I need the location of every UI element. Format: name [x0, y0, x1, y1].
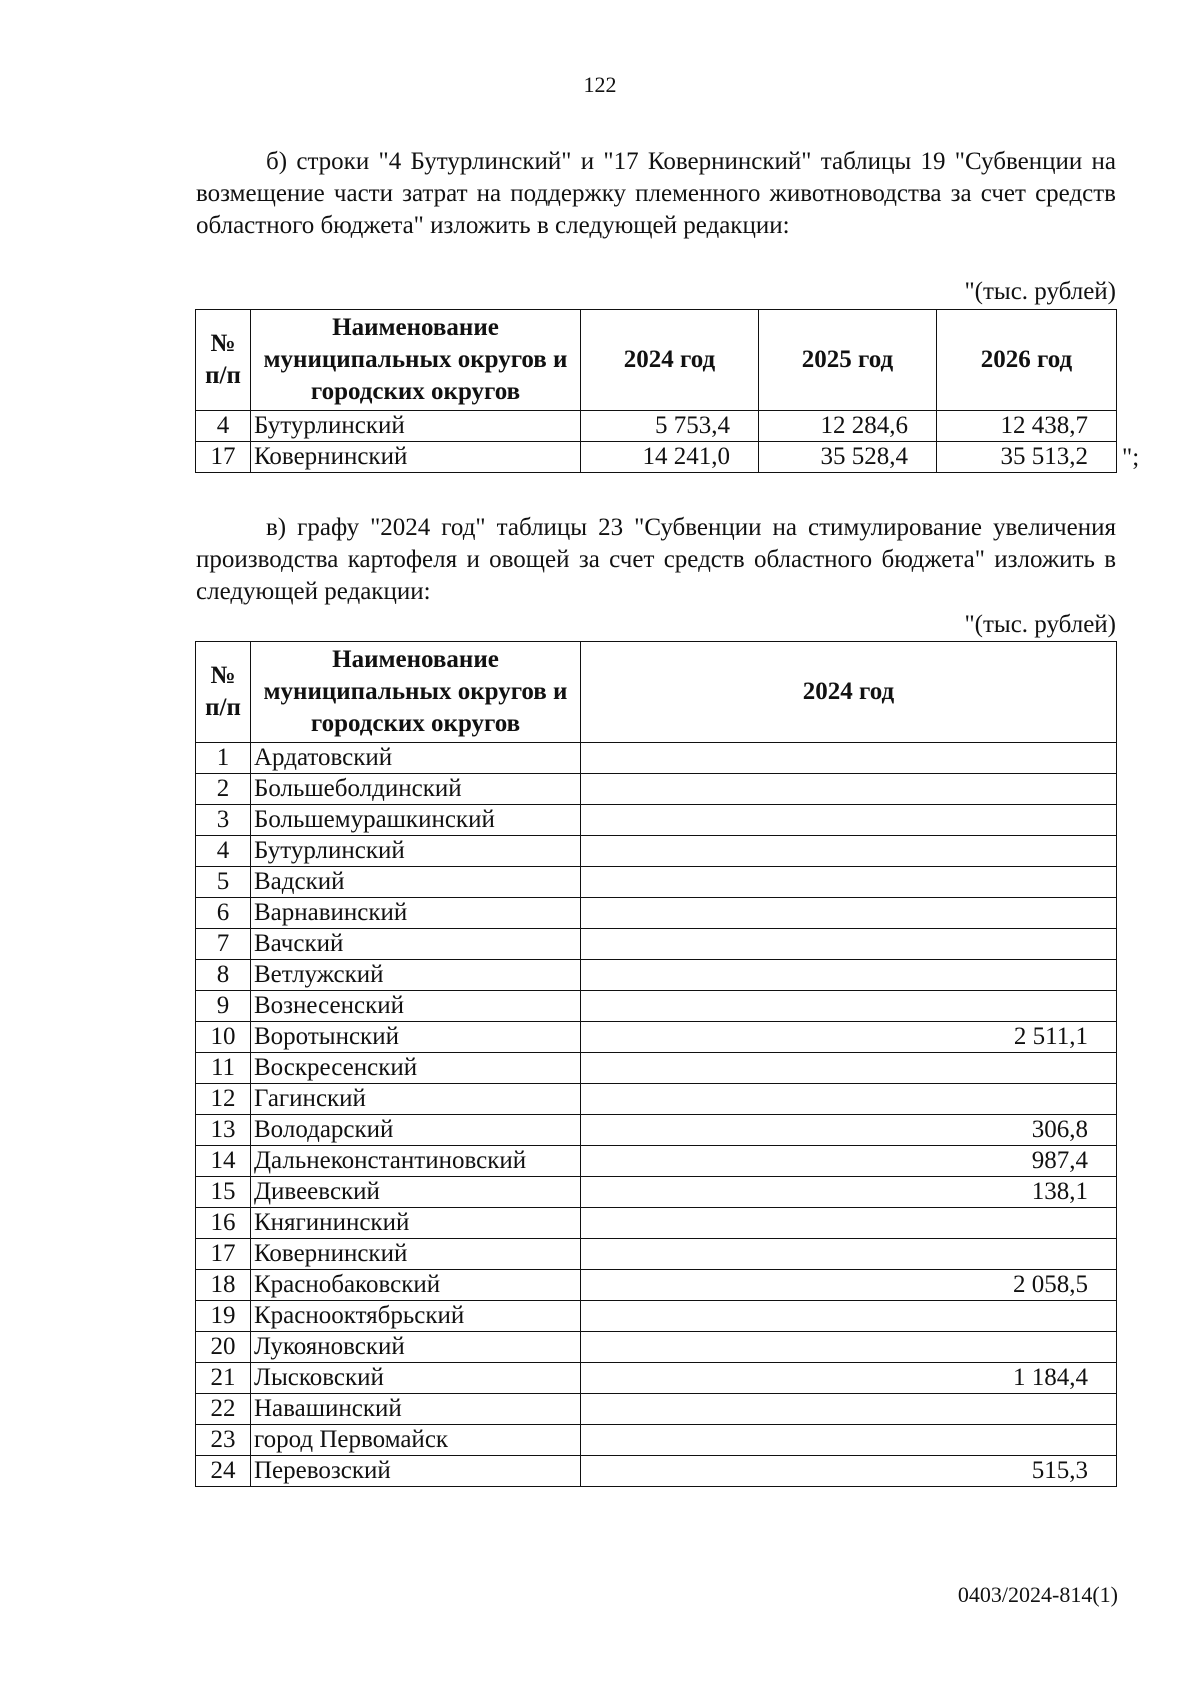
table-row: [196, 1363, 1117, 1394]
district-name: Ветлужский: [251, 960, 581, 991]
row-number: 20: [196, 1332, 251, 1363]
row-number: 14: [196, 1146, 251, 1177]
value-2024: [581, 867, 1117, 898]
value-2024: 14 241,0: [581, 442, 759, 473]
document-code: 0403/2024-814(1): [957, 1582, 1118, 1607]
table-row: [196, 836, 1117, 867]
table-row: [196, 1270, 1117, 1301]
value-2024: [581, 1053, 1117, 1084]
header-2024: 2024 год: [581, 310, 759, 411]
section-v-paragraph: в) графу "2024 год" таблицы 23 "Субвенции на стимулирование увеличения производства картофеля и овощей за счет средств областного бюджета" изложить в следующей редакции:: [196, 514, 1116, 605]
district-name: Бутурлинский: [251, 411, 581, 442]
table-row: [196, 1394, 1117, 1425]
header-name: Наименование муниципальных округов и городских округов: [251, 310, 581, 411]
table-23: [195, 641, 1117, 1487]
district-name: Вачский: [251, 929, 581, 960]
row-number: 23: [196, 1425, 251, 1456]
row-number: 7: [196, 929, 251, 960]
district-name: Лукояновский: [251, 1332, 581, 1363]
table-row: [196, 960, 1117, 991]
header-num: № п/п: [196, 642, 251, 743]
district-name: Краснобаковский: [251, 1270, 581, 1301]
district-name: Дальнеконстантиновский: [251, 1146, 581, 1177]
table-19-excerpt: [195, 309, 1117, 473]
table-row: [196, 1177, 1117, 1208]
value-2024: [581, 743, 1117, 774]
row-number: 9: [196, 991, 251, 1022]
table-row: [196, 1208, 1117, 1239]
table-header-row: [196, 642, 1117, 743]
section-v-units: "(тыс. рублей): [964, 611, 1116, 638]
row-number: 16: [196, 1208, 251, 1239]
table-row: [196, 442, 1117, 473]
page-number: 122: [583, 72, 617, 97]
value-2024: 5 753,4: [581, 411, 759, 442]
table-19-closing-quote: ";: [1122, 444, 1140, 471]
table-row: [196, 805, 1117, 836]
header-num: № п/п: [196, 310, 251, 411]
table-row: [196, 1456, 1117, 1487]
table-row: [196, 1053, 1117, 1084]
district-name: Вознесенский: [251, 991, 581, 1022]
district-name: город Первомайск: [251, 1425, 581, 1456]
value-2026: 35 513,2: [937, 442, 1117, 473]
row-number: 17: [196, 442, 251, 473]
value-2024: [581, 898, 1117, 929]
row-number: 5: [196, 867, 251, 898]
row-number: 6: [196, 898, 251, 929]
header-2026: 2026 год: [937, 310, 1117, 411]
value-2024: [581, 836, 1117, 867]
district-name: Ковернинский: [251, 442, 581, 473]
value-2024: [581, 774, 1117, 805]
row-number: 21: [196, 1363, 251, 1394]
value-2024: 138,1: [581, 1177, 1117, 1208]
district-name: Варнавинский: [251, 898, 581, 929]
district-name: Вадский: [251, 867, 581, 898]
district-name: Дивеевский: [251, 1177, 581, 1208]
district-name: Бутурлинский: [251, 836, 581, 867]
value-2024: [581, 960, 1117, 991]
value-2024: 515,3: [581, 1456, 1117, 1487]
district-name: Большемурашкинский: [251, 805, 581, 836]
district-name: Перевозский: [251, 1456, 581, 1487]
table-row: [196, 774, 1117, 805]
district-name: Гагинский: [251, 1084, 581, 1115]
value-2024: [581, 1332, 1117, 1363]
value-2024: 2 511,1: [581, 1022, 1117, 1053]
table-row: [196, 898, 1117, 929]
value-2024: [581, 1301, 1117, 1332]
value-2024: [581, 991, 1117, 1022]
district-name: Володарский: [251, 1115, 581, 1146]
row-number: 11: [196, 1053, 251, 1084]
row-number: 15: [196, 1177, 251, 1208]
row-number: 18: [196, 1270, 251, 1301]
value-2024: 2 058,5: [581, 1270, 1117, 1301]
value-2024: [581, 1394, 1117, 1425]
value-2025: 12 284,6: [759, 411, 937, 442]
table-row: [196, 1332, 1117, 1363]
table-header-row: [196, 310, 1117, 411]
district-name: Ковернинский: [251, 1239, 581, 1270]
value-2024: 306,8: [581, 1115, 1117, 1146]
table-row: [196, 1115, 1117, 1146]
row-number: 22: [196, 1394, 251, 1425]
district-name: Воскресенский: [251, 1053, 581, 1084]
value-2024: [581, 1208, 1117, 1239]
row-number: 4: [196, 411, 251, 442]
table-row: [196, 411, 1117, 442]
table-23-body: [196, 743, 1117, 1487]
row-number: 17: [196, 1239, 251, 1270]
table-row: [196, 743, 1117, 774]
district-name: Ардатовский: [251, 743, 581, 774]
row-number: 3: [196, 805, 251, 836]
table-row: [196, 1301, 1117, 1332]
district-name: Княгининский: [251, 1208, 581, 1239]
row-number: 12: [196, 1084, 251, 1115]
value-2026: 12 438,7: [937, 411, 1117, 442]
table-row: [196, 1022, 1117, 1053]
row-number: 10: [196, 1022, 251, 1053]
value-2024: 987,4: [581, 1146, 1117, 1177]
district-name: Лысковский: [251, 1363, 581, 1394]
district-name: Воротынский: [251, 1022, 581, 1053]
value-2024: [581, 929, 1117, 960]
value-2025: 35 528,4: [759, 442, 937, 473]
table-row: [196, 867, 1117, 898]
row-number: 19: [196, 1301, 251, 1332]
row-number: 2: [196, 774, 251, 805]
header-2025: 2025 год: [759, 310, 937, 411]
header-2024: 2024 год: [581, 642, 1117, 743]
row-number: 24: [196, 1456, 251, 1487]
table-row: [196, 1146, 1117, 1177]
value-2024: 1 184,4: [581, 1363, 1117, 1394]
table-row: [196, 1239, 1117, 1270]
table-row: [196, 1084, 1117, 1115]
table-19-body: [196, 411, 1117, 473]
row-number: 4: [196, 836, 251, 867]
header-name: Наименование муниципальных округов и городских округов: [251, 642, 581, 743]
row-number: 1: [196, 743, 251, 774]
section-b-paragraph: б) строки "4 Бутурлинский" и "17 Ковернинский" таблицы 19 "Субвенции на возмещение части затрат на поддержку племенного животноводства за счет средств областного бюджета" изложить в следующей редакции:: [196, 148, 1116, 239]
district-name: Большеболдинский: [251, 774, 581, 805]
table-row: [196, 929, 1117, 960]
row-number: 13: [196, 1115, 251, 1146]
row-number: 8: [196, 960, 251, 991]
value-2024: [581, 805, 1117, 836]
table-row: [196, 991, 1117, 1022]
district-name: Навашинский: [251, 1394, 581, 1425]
section-b-units: "(тыс. рублей): [964, 278, 1116, 305]
value-2024: [581, 1239, 1117, 1270]
value-2024: [581, 1425, 1117, 1456]
table-row: [196, 1425, 1117, 1456]
value-2024: [581, 1084, 1117, 1115]
district-name: Краснооктябрьский: [251, 1301, 581, 1332]
